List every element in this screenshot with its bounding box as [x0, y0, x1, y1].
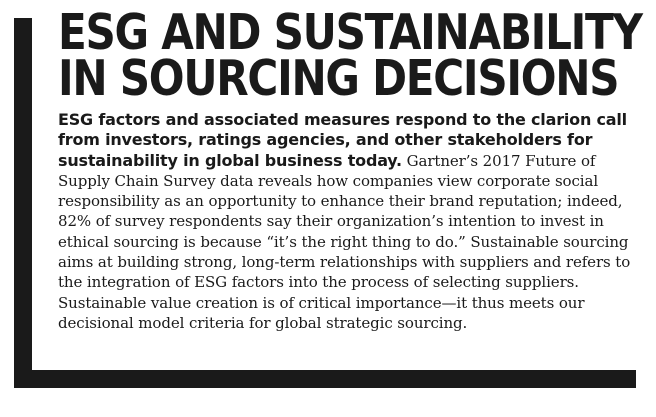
headline-line-2: IN SOURCING DECISIONS — [58, 50, 619, 107]
body-text: Gartner’s 2017 Future of Supply Chain Survey data reveals how companies view corporate social responsibility as an opportunity to enhance their brand reputation; indeed, 82% of survey respondents say their organization’s intention to invest in ethical sourcing is because “it’s the right thing to do.” Sustainable sourcing aims at building strong, long-term relationships with suppliers and refers to the integration of ESG factors into the process of selecting suppliers. Sustainable value creation is of critical importance—it thus meets our decisional model criteria for global strategic sourcing. — [58, 151, 631, 332]
sidebar-body — [58, 110, 644, 333]
left-border-rule — [14, 18, 32, 388]
lead-sentence: ESG factors and associated measures respond to the clarion call from investors, ratings agencies, and other stakeholders for sustainability in global business today. — [58, 110, 627, 170]
sidebar-content — [58, 4, 644, 333]
headline-line-1: ESG AND SUSTAINABILITY — [58, 4, 642, 61]
sidebar-headline — [58, 4, 643, 107]
bottom-border-rule — [14, 370, 636, 388]
